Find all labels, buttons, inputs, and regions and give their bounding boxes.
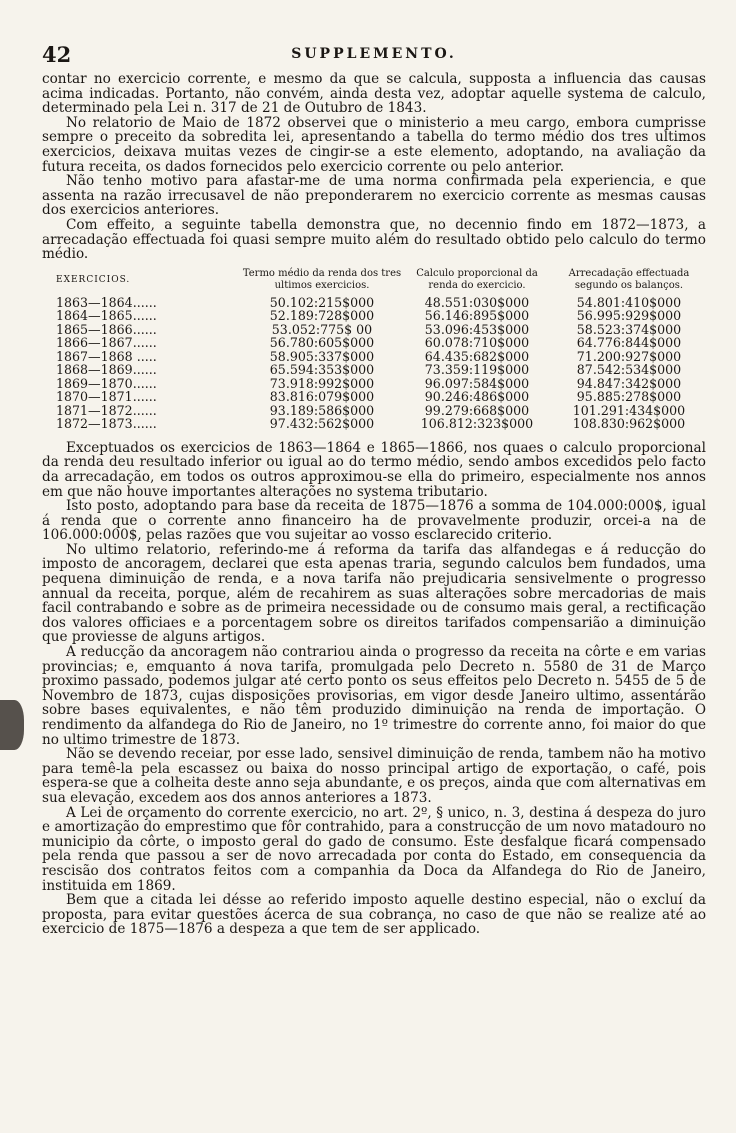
table-row (42, 336, 706, 350)
table-row (42, 323, 706, 337)
paragraph: Exceptuados os exercicios de 1863—1864 e 1865—1866, nos quaes o calculo proporcional da renda deu resultado inferior ou igual ao do termo médio, sendo ambos excedidos pelo facto da arrecadação, em todos os outros approximou-se ella do primeiro, especialmente nos annos em que não houve importantes alterações no systema tributario. (42, 439, 706, 500)
table-row (42, 404, 706, 418)
table-row (42, 296, 706, 310)
cell-exercicio: 1868—1869...... (56, 362, 157, 378)
cell-calculo: 73.359:119$000 (424, 362, 530, 378)
paragraph: A Lei de orçamento do corrente exercicio, no art. 2º, § unico, n. 3, destina á despeza do juro e amortização do emprestimo que fôr contrahido, para a construcção de um novo matadouro no municipio da côrte, o imposto geral do gado de consumo. Este desfalque ficará compensado pela renda que passou a ser de novo arrecadada por conta do Estado, em consequencia da rescisão dos contratos feitos com a companhia da Doca da Alfandega do Rio de Janeiro, instituida em 1869. (42, 804, 706, 894)
table-row (42, 309, 706, 323)
cell-calculo: 60.078:710$000 (424, 335, 530, 351)
cell-arrecadacao: 58.523:374$000 (576, 321, 682, 337)
paragraph: Com effeito, a seguinte tabella demonstra que, no decennio findo em 1872—1873, a arrecadação effectuada foi quasi sempre muito além do resultado obtido pelo calculo do termo médio. (42, 216, 706, 263)
cell-termo-medio: 97.432:562$000 (269, 416, 375, 432)
paragraph: Não se devendo receiar, por esse lado, sensivel diminuição de renda, tambem não ha motivo para temê-la pela escassez ou baixa do nosso principal artigo de exportação, o café, pois espera-se que a colheita deste anno seja abundante, e os preços, ainda que com alternativas em sua elevação, excedem aos dos annos anteriores a 1873. (42, 746, 706, 806)
cell-arrecadacao: 56.995:929$000 (576, 308, 682, 324)
cell-arrecadacao: 101.291:434$000 (572, 402, 686, 418)
header-termo-medio: Termo médio da renda dos tres ultimos exercicios. (242, 267, 402, 291)
revenue-table (42, 268, 706, 431)
document-page (42, 42, 706, 937)
cell-calculo: 90.246:486$000 (424, 389, 530, 405)
table-row (42, 377, 706, 391)
cell-termo-medio: 58.905:337$000 (269, 348, 375, 364)
paragraph: Bem que a citada lei désse ao referido imposto aquelle destino especial, não o excluí da proposta, para evitar questões ácerca de sua cobrança, no caso de que não se realize até ao exercicio de 1875—1876 a despeza a que tem de ser applicado. (42, 892, 706, 938)
cell-exercicio: 1866—1867...... (56, 335, 157, 351)
table-row (42, 363, 706, 377)
paragraph: No ultimo relatorio, referindo-me á reforma da tarifa das alfandegas e á reducção do imposto de ancoragem, declarei que esta apenas traria, segundo calculos bem fundados, uma pequena diminuição de renda, e a nova tarifa não prejudicaria sensivelmente o progresso annual da receita, porque, além de recahirem as suas alterações sobre mercadorias de mais facil contrabando e sobre as de primeira necessidade ou de consumo mais geral, a rectificação dos valores officiaes e a porcentagem sobre os direitos tarifados compensarião a diminuição que proviesse de alguns artigos. (42, 541, 706, 646)
cell-calculo: 56.146:895$000 (424, 308, 530, 324)
cell-arrecadacao: 95.885:278$000 (576, 389, 682, 405)
page-number: 42 (42, 42, 72, 67)
cell-calculo: 48.551:030$000 (424, 294, 530, 310)
cell-arrecadacao: 54.801:410$000 (576, 294, 682, 310)
paragraph: contar no exercicio corrente, e mesmo da que se calcula, supposta a influencia das causas acima indicadas. Portanto, não convém, ainda desta vez, adoptar aquelle systema de calculo, determinado pela Lei n. 317 de 21 de Outubro de 1843. (42, 71, 706, 117)
cell-arrecadacao: 87.542:534$000 (576, 362, 682, 378)
cell-arrecadacao: 64.776:844$000 (576, 335, 682, 351)
cell-arrecadacao: 94.847:342$000 (576, 375, 682, 391)
cell-exercicio: 1871—1872...... (56, 402, 157, 418)
cell-exercicio: 1869—1870...... (56, 375, 157, 391)
cell-arrecadacao: 108.830:962$000 (572, 416, 686, 432)
cell-termo-medio: 83.816:079$000 (269, 389, 375, 405)
cell-calculo: 96.097:584$000 (424, 375, 530, 391)
paragraph: A reducção da ancoragem não contrariou ainda o progresso da receita na côrte e em varias provincias; e, emquanto á nova tarifa, promulgada pelo Decreto n. 5580 de 31 de Março proximo passado, podemos julgar até certo ponto os seus effeitos pelo Decreto n. 5455 de 5 de Novembro de 1873, cujas disposições provisorias, em vigor desde Janeiro ultimo, assentárão sobre bases equivalentes, e não têm produzido diminuição na renda de importação. O rendimento da alfandega do Rio de Janeiro, no 1º trimestre do corrente anno, foi maior do que no ultimo trimestre de 1873. (42, 644, 706, 748)
cell-termo-medio: 50.102:215$000 (269, 294, 375, 310)
header-calculo: Calculo proporcional da renda do exercicio. (416, 267, 538, 291)
table-row (42, 417, 706, 431)
margin-ink-blot (0, 700, 24, 750)
cell-exercicio: 1870—1871...... (56, 389, 157, 405)
table-row (42, 390, 706, 404)
cell-arrecadacao: 71.200:927$000 (576, 348, 682, 364)
header-arrecadacao: Arrecadação effectuada segundo os balanços. (568, 267, 690, 291)
cell-termo-medio: 93.189:586$000 (269, 402, 375, 418)
header-exercicios: EXERCICIOS. (56, 274, 131, 285)
cell-exercicio: 1863—1864...... (56, 294, 157, 310)
cell-termo-medio: 53.052:775$ 00 (271, 321, 373, 337)
cell-calculo: 106.812:323$000 (420, 416, 534, 432)
table-row (42, 350, 706, 364)
cell-termo-medio: 65.594:353$000 (269, 362, 375, 378)
running-title: SUPPLEMENTO. (291, 46, 457, 62)
cell-calculo: 99.279:668$000 (424, 402, 530, 418)
cell-exercicio: 1865—1866...... (56, 321, 157, 337)
paragraph: Isto posto, adoptando para base da receita de 1875—1876 a somma de 104.000:000$, igual á renda que o corrente anno financeiro ha de provavelmente produzir, orcei-a na de 106.000:000$, pelas razões que vou sujeitar ao vosso esclarecido criterio. (42, 498, 706, 544)
cell-termo-medio: 52.189:728$000 (269, 308, 375, 324)
cell-exercicio: 1867—1868 ..... (56, 348, 157, 364)
cell-exercicio: 1872—1873...... (56, 416, 157, 432)
table-header-row (42, 268, 706, 292)
paragraph: No relatorio de Maio de 1872 observei que o ministerio a meu cargo, embora cumprisse sempre o preceito da sobredita lei, apresentando a tabella do termo médio dos tres ultimos exercicios, deixava muitas vezes de cingir-se a este elemento, adoptando, na avaliação da futura receita, os dados fornecidos pelo exercicio corrente ou pelo anterior. (42, 114, 706, 175)
cell-termo-medio: 56.780:605$000 (269, 335, 375, 351)
cell-exercicio: 1864—1865...... (56, 308, 157, 324)
cell-termo-medio: 73.918:992$000 (269, 375, 375, 391)
page-header (42, 42, 706, 72)
cell-calculo: 64.435:682$000 (424, 348, 530, 364)
table-body (42, 296, 706, 431)
cell-calculo: 53.096:453$000 (424, 321, 530, 337)
paragraph: Não tenho motivo para afastar-me de uma norma confirmada pela experiencia, e que assenta na razão irrecusavel de não preponderarem no exercicio corrente as mesmas causas dos exercicios anteriores. (42, 173, 706, 219)
